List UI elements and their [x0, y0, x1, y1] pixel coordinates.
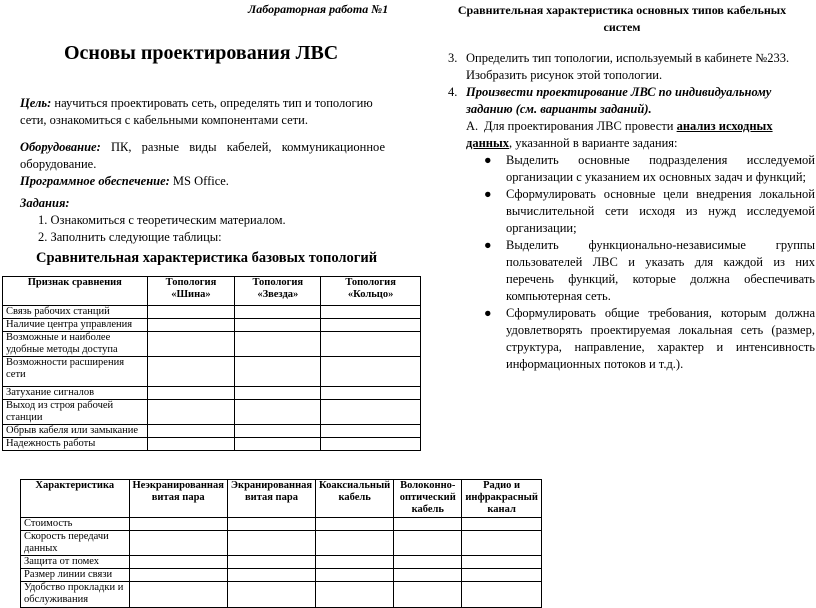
main-title: Основы проектирования ЛВС [64, 42, 339, 64]
goal-label: Цель: [20, 96, 52, 110]
table1-row-label: Затухание сигналов [3, 387, 148, 400]
table2-header: Коаксиальный кабель [316, 480, 394, 518]
table1-header: Топология «Шина» [147, 277, 235, 306]
table1-cell [321, 319, 421, 332]
table2-cell [129, 569, 227, 582]
table2-cell [227, 569, 315, 582]
bullet-icon: ● [484, 187, 492, 201]
task-item-4 [440, 84, 815, 118]
table1-cell [147, 332, 235, 357]
table1-cell [147, 400, 235, 425]
table1-row-label: Возможные и наиболее удобные методы доступа [3, 332, 148, 357]
table1-cell [235, 332, 321, 357]
table2-cell [316, 569, 394, 582]
bullet-item [440, 237, 815, 305]
bullet-text: Выделить функционально-независимые группы пользователей ЛВС и указать для каждой из них перечень функций, которые должна обеспечивать компьютерная сеть. [506, 238, 815, 303]
table1-row-label: Выход из строя рабочей станции [3, 400, 148, 425]
bullet-icon: ● [484, 306, 492, 320]
equipment-label: Оборудование: [20, 140, 101, 154]
equipment-text: ПК, разные виды кабелей, коммуникационное [110, 140, 386, 154]
table1-cell [321, 332, 421, 357]
table2-header: Радио и инфракрасный канал [462, 480, 542, 518]
tasks-section [20, 195, 385, 246]
table2-cell [394, 569, 462, 582]
table1-cell [235, 425, 321, 438]
table1-cell [235, 387, 321, 400]
table2-cell [394, 531, 462, 556]
table2-row-label: Стоимость [21, 518, 130, 531]
table1-cell [321, 438, 421, 451]
table2-cell [394, 556, 462, 569]
table1-row-label: Надежность работы [3, 438, 148, 451]
bullet-text: Сформулировать основные цели внедрения локальной вычислительной сети исходя из нужд исследуемой организации; [506, 187, 815, 235]
topology-comparison-table [2, 276, 421, 451]
table2-header: Неэкранированная витая пара [129, 480, 227, 518]
goal-section [20, 95, 385, 129]
bullet-text: Выделить основные подразделения исследуемой организации с указанием их основных задач и функций; [506, 153, 815, 184]
table1-cell [321, 425, 421, 438]
table2-header: Характеристика [21, 480, 130, 518]
table2-cell [129, 518, 227, 531]
table2-cell [227, 518, 315, 531]
table2-cell [462, 582, 542, 608]
item-text: Определить тип топологии, используемый в кабинете №233. Изобразить рисунок этой топологии. [466, 51, 790, 82]
table2-header: Экранированная витая пара [227, 480, 315, 518]
right-column [440, 50, 815, 373]
table1-cell [147, 319, 235, 332]
task-item: 2. Заполнить следующие таблицы: [38, 230, 222, 244]
table1-cell [147, 425, 235, 438]
equipment-section [20, 139, 385, 190]
subitem-text-end: , указанной в варианте задания: [509, 136, 678, 150]
table1-cell [235, 438, 321, 451]
table1-cell [235, 357, 321, 387]
subitem-letter: А. [466, 119, 479, 133]
table2-cell [316, 518, 394, 531]
bullet-icon: ● [484, 238, 492, 252]
table2-row-label: Защита от помех [21, 556, 130, 569]
table1-title: Сравнительная характеристика базовых топологий [36, 250, 378, 266]
table1-row-label: Обрыв кабеля или замыкание [3, 425, 148, 438]
table2-row-label: Скорость передачи данных [21, 531, 130, 556]
bullet-item [440, 186, 815, 237]
table1-cell [147, 357, 235, 387]
table1-cell [235, 319, 321, 332]
goal-text-line2: сети, ознакомиться с кабельными компонентами сети. [20, 113, 308, 127]
table2-cell [394, 518, 462, 531]
table2-cell [227, 531, 315, 556]
cable-comparison-table [20, 479, 542, 608]
table1-row-label: Возможности расширения сети [3, 357, 148, 387]
subitem-a [440, 118, 815, 152]
table1-cell [321, 387, 421, 400]
table2-cell [316, 582, 394, 608]
table1-header: Топология «Кольцо» [321, 277, 421, 306]
item-number: 4. [448, 85, 458, 99]
table1-row-label: Наличие центра управления [3, 319, 148, 332]
table2-cell [129, 582, 227, 608]
table1-cell [321, 400, 421, 425]
table1-header: Топология «Звезда» [235, 277, 321, 306]
table2-cell [129, 556, 227, 569]
table1-cell [235, 400, 321, 425]
bullet-item [440, 305, 815, 373]
task-item: 1. Ознакомиться с теоретическим материалом. [38, 213, 286, 227]
table2-cell [316, 556, 394, 569]
table2-cell [129, 531, 227, 556]
table2-cell [316, 531, 394, 556]
bullet-item [440, 152, 815, 186]
item-number: 3. [448, 51, 458, 65]
table1-cell [147, 387, 235, 400]
table1-cell [321, 306, 421, 319]
table1-cell [321, 357, 421, 387]
table2-cell [227, 556, 315, 569]
lab-work-label: Лабораторная работа №1 [248, 2, 389, 16]
software-text: MS Office. [169, 174, 229, 188]
software-line [20, 173, 385, 190]
table2-cell [462, 518, 542, 531]
table2-cell [462, 531, 542, 556]
bullet-icon: ● [484, 153, 492, 167]
table1-cell [147, 306, 235, 319]
table2-header: Волоконно-оптический кабель [394, 480, 462, 518]
subitem-text: Для проектирования ЛВС провести [484, 119, 677, 133]
table2-cell [227, 582, 315, 608]
table2-row-label: Размер линии связи [21, 569, 130, 582]
item-text: Произвести проектирование ЛВС по индивидуальному заданию (см. варианты заданий). [466, 85, 772, 116]
table2-title: Сравнительная характеристика основных типов кабельных систем [457, 3, 787, 34]
table1-cell [235, 306, 321, 319]
equipment-line [20, 139, 385, 156]
table2-row-label: Удобство прокладки и обслуживания [21, 582, 130, 608]
table1-cell [147, 438, 235, 451]
bullet-text: Сформулировать общие требования, которым должна удовлетворять проектируемая локальная сеть (размер, структура, направление, характер и интенсивность информационных потоков и т.д.). [506, 306, 815, 371]
software-label: Программное обеспечение: [20, 174, 170, 188]
table2-cell [462, 569, 542, 582]
table1-row-label: Связь рабочих станций [3, 306, 148, 319]
table2-cell [394, 582, 462, 608]
table2-cell [462, 556, 542, 569]
task-item-3 [440, 50, 815, 84]
goal-text-line1: научиться проектировать сеть, определять тип и топологию [51, 96, 373, 110]
subitem-emphasis: анализ исходных данных [466, 119, 773, 150]
tasks-label: Задания: [20, 196, 70, 210]
equipment-text2: оборудование. [20, 157, 97, 171]
table1-header: Признак сравнения [3, 277, 148, 306]
